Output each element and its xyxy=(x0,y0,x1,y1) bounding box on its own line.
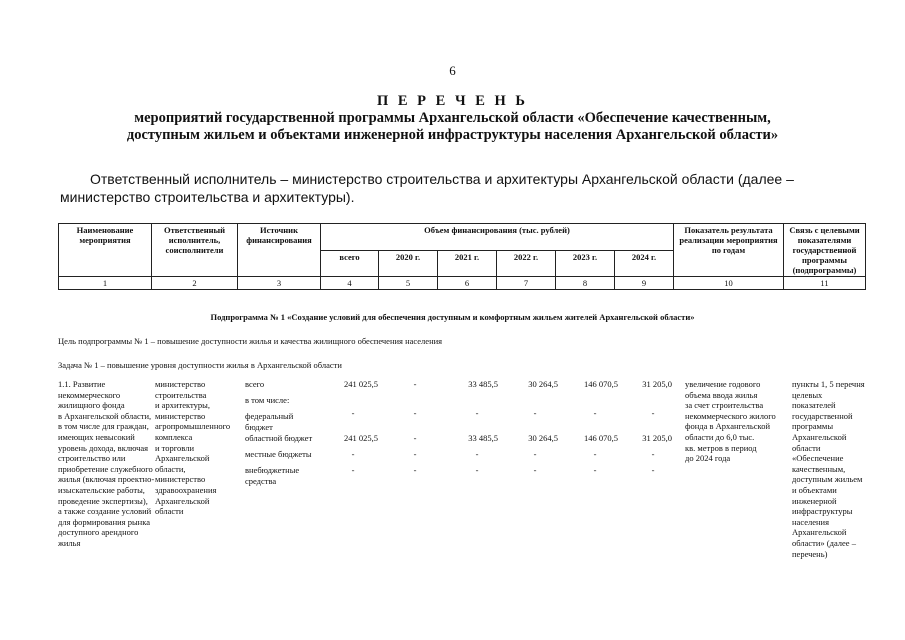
name-line: имеющих невысокий xyxy=(58,431,135,442)
value-federal-all: - xyxy=(351,408,355,418)
header-year: 2022 г. xyxy=(497,250,556,277)
name-line: жилищного фонда xyxy=(58,400,125,411)
value-total-2022: 30 264,5 xyxy=(528,379,558,389)
link-line: инфраструктуры xyxy=(792,506,853,517)
name-line: в Архангельской области, xyxy=(58,410,152,421)
task-title: Задача № 1 – повышение уровня доступности жилья в Архангельской области xyxy=(58,360,342,370)
value-regional-all: 241 025,5 xyxy=(344,433,378,443)
column-number: 9 xyxy=(615,277,674,290)
link-line: перечень) xyxy=(792,548,828,559)
header-source: Источник финансирования xyxy=(238,224,321,277)
value-extra-2021: - xyxy=(475,465,479,475)
value-federal-2020: - xyxy=(413,408,417,418)
executor-line: министерство xyxy=(155,474,206,485)
value-local-all: - xyxy=(351,449,355,459)
subtitle-line-1: мероприятий государственной программы Архангельской области «Обеспечение качественным, xyxy=(134,110,771,126)
value-federal-2021: - xyxy=(475,408,479,418)
indicator-line: некоммерческого жилого xyxy=(685,410,776,421)
value-extra-2024: - xyxy=(651,465,655,475)
value-total-2023: 146 070,5 xyxy=(584,379,618,389)
subprogram-goal: Цель подпрограммы № 1 – повышение доступности жилья и качества жилищного обеспечения населения xyxy=(58,336,443,346)
source-total: всего xyxy=(245,379,265,389)
name-line: доступного арендного жилья xyxy=(58,527,139,548)
link-line: области» (далее – xyxy=(792,537,856,548)
measure-name xyxy=(58,379,158,549)
indicator-line: объема ввода жилья xyxy=(685,389,758,400)
column-number: 2 xyxy=(152,277,238,290)
name-line: 1.1. Развитие xyxy=(58,379,106,389)
link-line: качественным, xyxy=(792,463,846,474)
executor-line: области, xyxy=(155,463,186,474)
header-link: Связь с целевыми показателями государственной программы (подпрограммы) xyxy=(784,224,866,277)
subtitle-line-2: доступным жильем и объектами инженерной инфраструктуры населения Архангельской области» xyxy=(126,127,779,143)
executor-line: здравоохранения xyxy=(155,484,217,495)
name-line: некоммерческого xyxy=(58,389,121,400)
value-federal-2023: - xyxy=(593,408,597,418)
page-number: 6 xyxy=(449,63,456,78)
document-title: П Е Р Е Ч Е Н Ь xyxy=(376,93,529,109)
column-number: 6 xyxy=(438,277,497,290)
indicator-line: фонда в Архангельской xyxy=(685,421,771,432)
header-year: 2023 г. xyxy=(556,250,615,277)
link-line: показателей xyxy=(792,400,836,411)
name-line: строительство или xyxy=(58,453,126,464)
measure-executor xyxy=(155,379,245,517)
column-number: 4 xyxy=(321,277,379,290)
name-line: а также создание условий xyxy=(58,506,152,517)
header-executor: Ответственный исполнитель, соисполнители xyxy=(152,224,238,277)
value-local-2020: - xyxy=(413,449,417,459)
executor-line: министерство xyxy=(155,410,206,421)
value-extra-all: - xyxy=(351,465,355,475)
executor-line: и торговли xyxy=(155,442,194,453)
executor-line: министерство xyxy=(155,379,206,389)
header-indicator: Показатель результата реализации мероприятия по годам xyxy=(674,224,784,277)
source-including: в том числе: xyxy=(245,395,290,405)
indicator-line: до 2024 года xyxy=(685,453,731,464)
link-line: доступным жильем xyxy=(792,474,863,485)
header-funding: Объем финансирования (тыс. рублей) xyxy=(321,224,674,251)
executor-line: Архангельской xyxy=(155,495,210,506)
column-number: 10 xyxy=(674,277,784,290)
value-total-2021: 33 485,5 xyxy=(468,379,498,389)
responsible-line-2: министерство строительства и архитектуры). xyxy=(60,189,355,205)
source-regional: областной бюджет xyxy=(245,433,313,443)
value-extra-2022: - xyxy=(533,465,537,475)
indicator-line: за счет строительства xyxy=(685,400,764,411)
executor-line: агропромышленного xyxy=(155,421,231,432)
value-local-2021: - xyxy=(475,449,479,459)
responsible-line-1: Ответственный исполнитель – министерство строительства и архитектуры Архангельской области (далее – xyxy=(90,171,794,187)
column-number: 8 xyxy=(556,277,615,290)
link-line: населения xyxy=(792,516,829,527)
header-total: всего xyxy=(321,250,379,277)
value-federal-2024: - xyxy=(651,408,655,418)
value-regional-2022: 30 264,5 xyxy=(528,433,558,443)
column-number: 7 xyxy=(497,277,556,290)
source-federal: федеральный бюджет xyxy=(245,411,294,432)
source-extrabudgetary: внебюджетные средства xyxy=(245,465,300,486)
header-year: 2020 г. xyxy=(379,250,438,277)
column-number: 5 xyxy=(379,277,438,290)
document-subtitle xyxy=(60,110,845,144)
link-line: «Обеспечение xyxy=(792,453,844,464)
header-year: 2021 г. xyxy=(438,250,497,277)
name-line: изыскательские работы, xyxy=(58,484,145,495)
subprogram-title: Подпрограмма № 1 «Создание условий для обеспечения доступным и комфортным жильем жителей Архангельской области» xyxy=(210,312,695,322)
executor-line: и архитектуры, xyxy=(155,400,210,411)
value-local-2023: - xyxy=(593,449,597,459)
value-regional-2020: - xyxy=(413,433,417,443)
table-header xyxy=(58,223,866,290)
value-regional-2023: 146 070,5 xyxy=(584,433,618,443)
value-local-2022: - xyxy=(533,449,537,459)
value-regional-2024: 31 205,0 xyxy=(642,433,672,443)
link-line: Архангельской xyxy=(792,431,847,442)
value-extra-2020: - xyxy=(413,465,417,475)
link-line: инженерной xyxy=(792,495,837,506)
name-line: проведение экспертизы), xyxy=(58,495,148,506)
result-indicator xyxy=(685,379,793,464)
executor-line: Архангельской xyxy=(155,453,210,464)
link-line: пункты 1, 5 перечня xyxy=(792,379,865,389)
name-line: жилья (включая проектно- xyxy=(58,474,155,485)
responsible-executor xyxy=(60,170,846,206)
indicator-line: области до 6,0 тыс. xyxy=(685,431,755,442)
link-line: Архангельской xyxy=(792,527,847,538)
header-year: 2024 г. xyxy=(615,250,674,277)
target-link xyxy=(792,379,882,559)
indicator-line: увеличение годового xyxy=(685,379,761,389)
value-total-all: 241 025,5 xyxy=(344,379,378,389)
name-line: для формирования рынка xyxy=(58,516,150,527)
executor-line: комплекса xyxy=(155,431,193,442)
link-line: целевых xyxy=(792,389,823,400)
value-regional-2021: 33 485,5 xyxy=(468,433,498,443)
value-total-2024: 31 205,0 xyxy=(642,379,672,389)
executor-line: строительства xyxy=(155,389,207,400)
column-number: 11 xyxy=(784,277,866,290)
header-name: Наименование мероприятия xyxy=(59,224,152,277)
value-extra-2023: - xyxy=(593,465,597,475)
column-number: 3 xyxy=(238,277,321,290)
link-line: государственной xyxy=(792,410,853,421)
value-total-2020: - xyxy=(413,379,417,389)
source-local: местные бюджеты xyxy=(245,449,312,459)
name-line: уровень дохода, включая xyxy=(58,442,149,453)
link-line: области xyxy=(792,442,821,453)
name-line: в том числе для граждан, xyxy=(58,421,149,432)
name-line: приобретение служебного xyxy=(58,463,153,474)
executor-line: области xyxy=(155,506,184,517)
link-line: программы xyxy=(792,421,834,432)
column-number: 1 xyxy=(59,277,152,290)
value-federal-2022: - xyxy=(533,408,537,418)
indicator-line: кв. метров в период xyxy=(685,442,757,453)
value-local-2024: - xyxy=(651,449,655,459)
link-line: и объектами xyxy=(792,484,837,495)
